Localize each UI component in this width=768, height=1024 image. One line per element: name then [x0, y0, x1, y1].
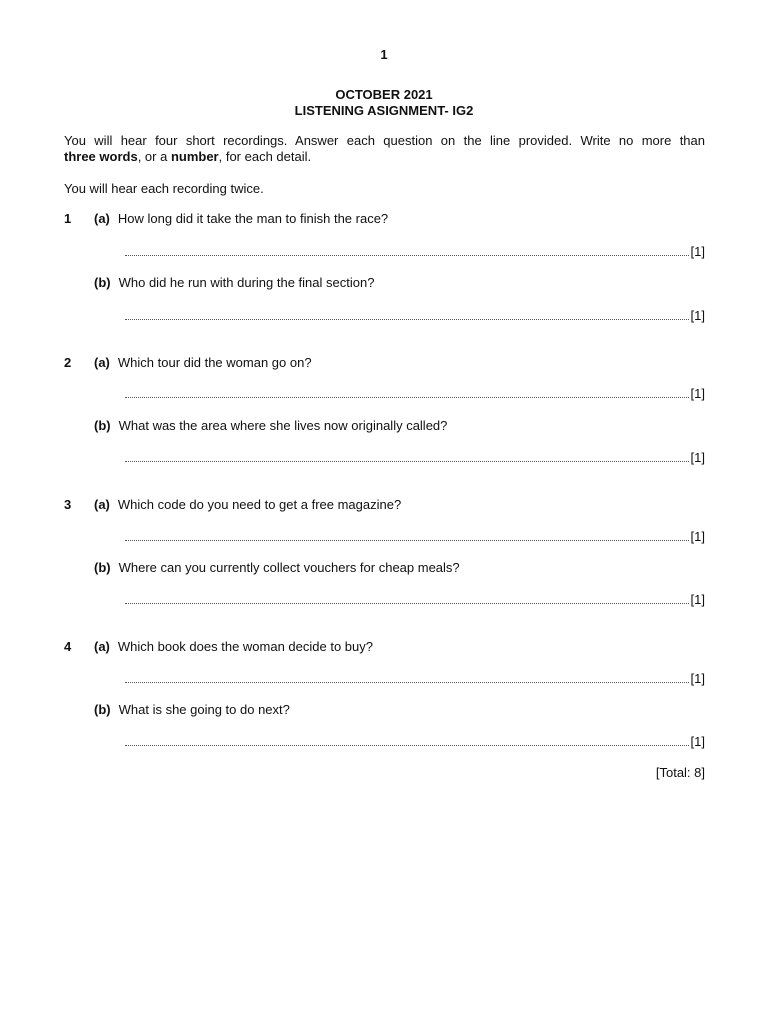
answer-line-3a[interactable]: [125, 529, 705, 545]
question-text: How long did it take the man to finish the race?: [117, 211, 389, 226]
instructions-line1: You will hear four short recordings. Answer each question on the line provided. Write no more than: [64, 133, 705, 148]
question-text: Who did he run with during the final section?: [118, 275, 375, 290]
question-1b: [94, 275, 374, 291]
part-label: (a): [94, 355, 110, 370]
question-2b: [94, 418, 447, 434]
answer-line-4b[interactable]: [125, 734, 705, 750]
answer-dots: [125, 381, 689, 398]
instructions-mid: , or a: [137, 149, 171, 164]
mark-allocation: [1]: [690, 592, 705, 607]
answer-dots: [125, 303, 689, 320]
question-3b: [94, 560, 460, 576]
part-label: (a): [94, 639, 110, 654]
instructions-end: , for each detail.: [218, 149, 312, 164]
mark-allocation: [1]: [690, 529, 705, 544]
mark-allocation: [1]: [690, 386, 705, 401]
instructions-bold-number: number: [170, 149, 219, 164]
question-number: 3: [64, 497, 72, 512]
answer-line-4a[interactable]: [125, 671, 705, 687]
question-text: Where can you currently collect vouchers for cheap meals?: [118, 560, 460, 575]
mark-allocation: [1]: [690, 308, 705, 323]
answer-line-2a[interactable]: [125, 386, 705, 402]
answer-line-3b[interactable]: [125, 592, 705, 608]
mark-allocation: [1]: [690, 244, 705, 259]
question-text: Which tour did the woman go on?: [117, 355, 312, 370]
instructions: [64, 133, 705, 165]
total-marks: [Total: 8]: [655, 765, 705, 780]
title-assignment: LISTENING ASIGNMENT- IG2: [294, 103, 474, 118]
answer-line-1b[interactable]: [125, 308, 705, 324]
question-4a: [94, 639, 373, 655]
question-number: 2: [64, 355, 72, 370]
question-1a: [94, 211, 388, 227]
answer-line-1a[interactable]: [125, 244, 705, 260]
page-number: 1: [380, 47, 388, 62]
answer-dots: [125, 587, 689, 604]
part-label: (b): [94, 702, 111, 717]
part-label: (a): [94, 211, 110, 226]
question-2a: [94, 355, 312, 371]
question-number: 1: [64, 211, 72, 226]
part-label: (a): [94, 497, 110, 512]
question-text: Which book does the woman decide to buy?: [117, 639, 373, 654]
answer-dots: [125, 445, 689, 462]
answer-line-2b[interactable]: [125, 450, 705, 466]
part-label: (b): [94, 560, 111, 575]
instructions-bold-words: three words: [64, 149, 138, 164]
recording-note: You will hear each recording twice.: [64, 181, 264, 196]
question-3a: [94, 497, 401, 513]
answer-dots: [125, 666, 689, 683]
mark-allocation: [1]: [690, 734, 705, 749]
part-label: (b): [94, 275, 111, 290]
question-text: Which code do you need to get a free magazine?: [117, 497, 402, 512]
question-number: 4: [64, 639, 72, 654]
question-4b: [94, 702, 290, 718]
question-text: What is she going to do next?: [118, 702, 290, 717]
answer-dots: [125, 239, 689, 256]
part-label: (b): [94, 418, 111, 433]
mark-allocation: [1]: [690, 671, 705, 686]
question-text: What was the area where she lives now originally called?: [118, 418, 448, 433]
title-date: OCTOBER 2021: [335, 87, 433, 102]
mark-allocation: [1]: [690, 450, 705, 465]
answer-dots: [125, 524, 689, 541]
answer-dots: [125, 729, 689, 746]
